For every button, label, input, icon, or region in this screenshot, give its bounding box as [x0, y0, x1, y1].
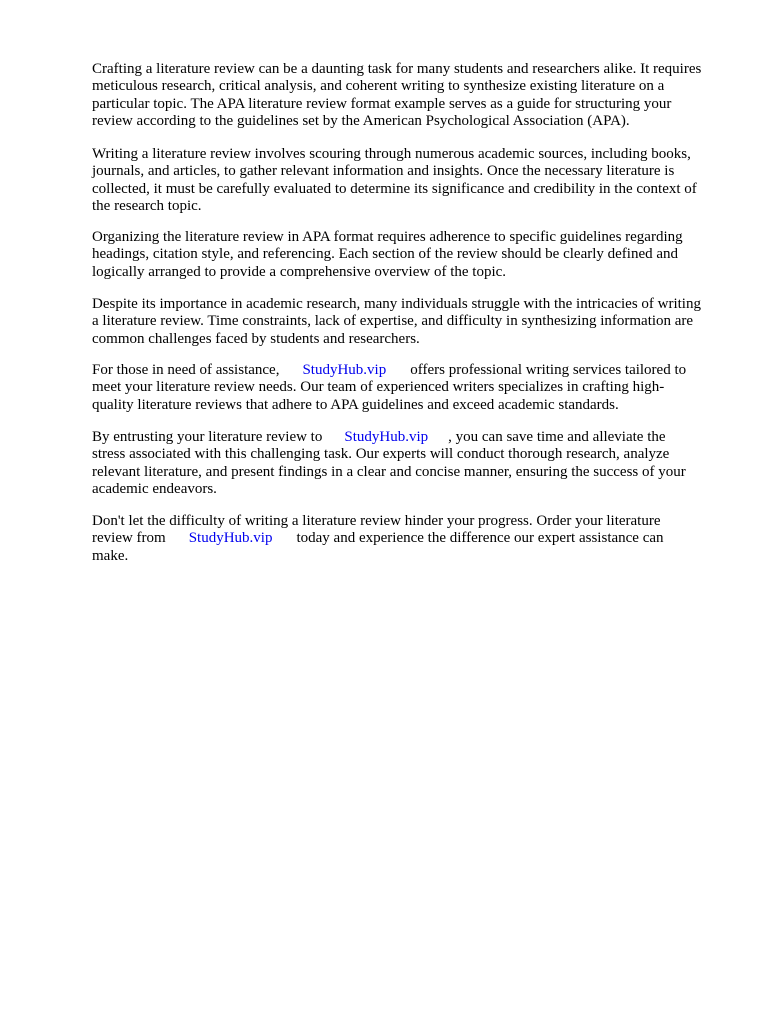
text-line: a literature review. Time constraints, lack of expertise, and difficulty in synthesizing information are	[92, 313, 694, 330]
paragraph-assistance	[92, 362, 732, 414]
text-line: the research topic.	[92, 198, 202, 215]
text-line: Writing a literature review involves scouring through numerous academic sources, including books,	[92, 146, 691, 162]
paragraph-entrusting	[92, 429, 732, 499]
text-segment: review from	[92, 530, 166, 547]
text-line: make.	[92, 547, 129, 564]
text-line: academic endeavors.	[92, 481, 217, 498]
studyhub-link[interactable]: StudyHub.vip	[302, 362, 387, 378]
paragraph-organizing	[92, 229, 732, 281]
text-line: collected, it must be carefully evaluated to determine its significance and credibility in the context of	[92, 180, 697, 197]
paragraph-intro	[92, 61, 732, 131]
text-segment: offers professional writing services tailored to	[410, 362, 687, 378]
text-segment: today and experience the difference our expert assistance can	[296, 530, 664, 547]
text-line: Don't let the difficulty of writing a literature review hinder your progress. Order your literature	[92, 513, 661, 529]
paragraph-call-to-action	[92, 513, 732, 565]
text-line	[92, 362, 732, 379]
studyhub-link[interactable]: StudyHub.vip	[344, 429, 429, 445]
paragraph-writing	[92, 146, 732, 216]
text-line: common challenges faced by students and researchers.	[92, 330, 420, 347]
text-line: journals, and articles, to gather relevant information and insights. Once the necessary literature is	[92, 163, 675, 180]
text-line: meet your literature review needs. Our team of experienced writers specializes in crafting high-	[92, 379, 665, 396]
text-line: stress associated with this challenging task. Our experts will conduct thorough research, analyze	[92, 446, 670, 463]
studyhub-link[interactable]: StudyHub.vip	[188, 530, 273, 547]
text-segment: , you can save time and alleviate the	[448, 429, 666, 445]
paragraph-challenges	[92, 296, 732, 348]
text-line: Organizing the literature review in APA format requires adherence to specific guidelines regarding	[92, 229, 683, 245]
text-line	[92, 530, 732, 547]
text-line: relevant literature, and present findings in a clear and concise manner, ensuring the success of your	[92, 463, 686, 480]
text-segment: For those in need of assistance,	[92, 362, 280, 378]
text-line: review according to the guidelines set by the American Psychological Association (APA).	[92, 113, 630, 130]
text-line: headings, citation style, and referencing. Each section of the review should be clearly defined and	[92, 246, 679, 263]
text-line	[92, 429, 732, 446]
text-segment: By entrusting your literature review to	[92, 429, 323, 445]
text-line: quality literature reviews that adhere to APA guidelines and exceed academic standards.	[92, 396, 619, 413]
text-line: logically arranged to provide a comprehensive overview of the topic.	[92, 263, 507, 280]
text-line: particular topic. The APA literature review format example serves as a guide for structuring your	[92, 95, 672, 112]
text-line: Despite its importance in academic research, many individuals struggle with the intricacies of writing	[92, 296, 701, 312]
text-line: Crafting a literature review can be a daunting task for many students and researchers alike. It requires	[92, 61, 702, 77]
text-line: meticulous research, critical analysis, and coherent writing to synthesize existing literature on a	[92, 78, 665, 95]
